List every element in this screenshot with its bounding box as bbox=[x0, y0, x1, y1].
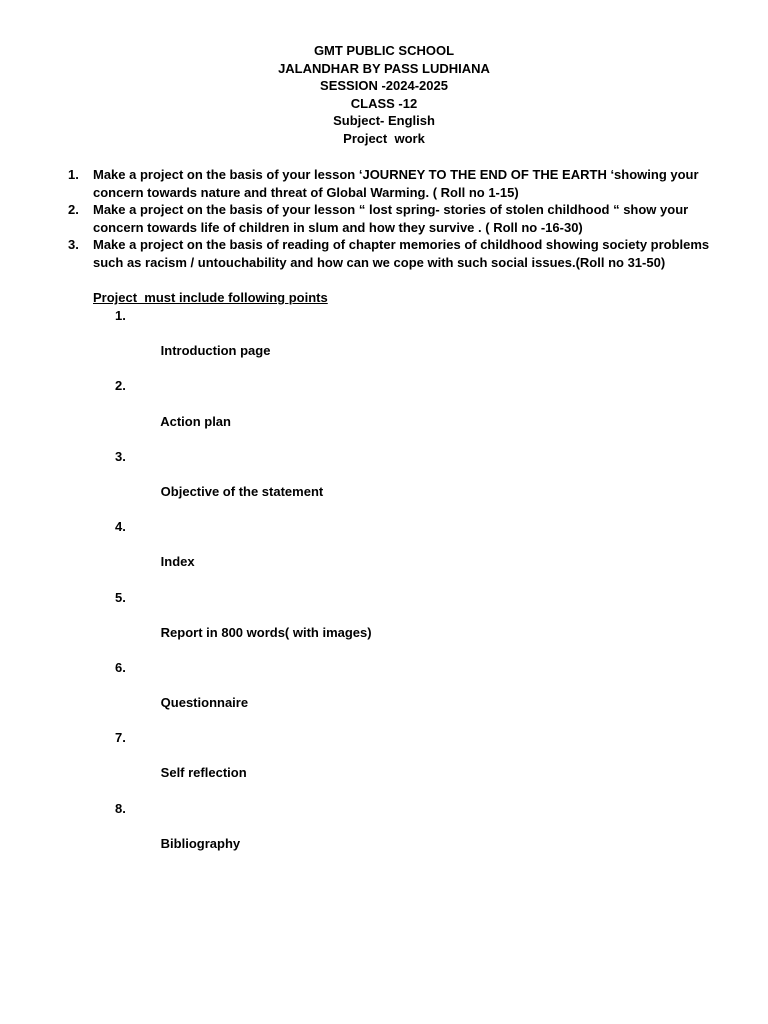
point-text: Bibliography bbox=[160, 835, 241, 851]
list-item bbox=[115, 307, 372, 377]
point-number: 8. bbox=[115, 800, 126, 816]
point-number: 4. bbox=[115, 519, 126, 535]
list-item bbox=[115, 518, 372, 588]
list-item bbox=[115, 448, 372, 518]
point-text: Questionnaire bbox=[160, 695, 249, 711]
task-number: 2. bbox=[68, 202, 79, 218]
point-number: 7. bbox=[115, 730, 126, 746]
task-text: Make a project on the basis of your lesson “ lost spring- stories of stolen childhood “ show your concern towards life of children in slum and how they survive . ( Roll no -16-30) bbox=[93, 202, 689, 235]
task-number: 3. bbox=[68, 237, 79, 253]
school-address: JALANDHAR BY PASS LUDHIANA bbox=[278, 60, 490, 76]
class-label: CLASS -12 bbox=[350, 95, 418, 111]
point-text: Report in 800 words( with images) bbox=[160, 624, 372, 640]
point-number: 1. bbox=[115, 308, 126, 323]
task-list bbox=[68, 166, 718, 272]
point-number: 3. bbox=[115, 448, 126, 464]
subject-label: Subject- English bbox=[333, 113, 435, 129]
task-text: Make a project on the basis of your lesson ‘JOURNEY TO THE END OF THE EARTH ‘showing your concern towards nature and threat of Global Warming. ( Roll no 1-15) bbox=[93, 167, 699, 200]
list-item bbox=[115, 729, 372, 799]
task-item bbox=[68, 201, 718, 236]
point-number: 6. bbox=[115, 659, 126, 675]
document-title: Project work bbox=[343, 130, 425, 146]
school-name: GMT PUBLIC SCHOOL bbox=[313, 43, 455, 58]
task-item bbox=[68, 166, 718, 201]
task-item bbox=[68, 236, 718, 271]
points-heading: Project must include following points bbox=[93, 290, 328, 305]
list-item bbox=[115, 659, 372, 729]
task-text: Make a project on the basis of reading of chapter memories of childhood showing society problems such as racism / untouchability and how can we cope with such social issues.(Roll no 31-50) bbox=[93, 237, 710, 270]
point-text: Action plan bbox=[160, 413, 231, 429]
point-text: Self reflection bbox=[160, 765, 247, 781]
list-item bbox=[115, 377, 372, 447]
point-number: 5. bbox=[115, 589, 126, 605]
session-label: SESSION -2024-2025 bbox=[320, 78, 448, 94]
task-number: 1. bbox=[68, 167, 79, 182]
points-list bbox=[115, 307, 372, 870]
point-number: 2. bbox=[115, 378, 126, 394]
point-text: Index bbox=[160, 554, 195, 570]
document-header bbox=[0, 42, 768, 148]
point-text: Objective of the statement bbox=[160, 483, 324, 499]
list-item bbox=[115, 589, 372, 659]
list-item bbox=[115, 800, 372, 870]
point-text: Introduction page bbox=[160, 343, 271, 359]
